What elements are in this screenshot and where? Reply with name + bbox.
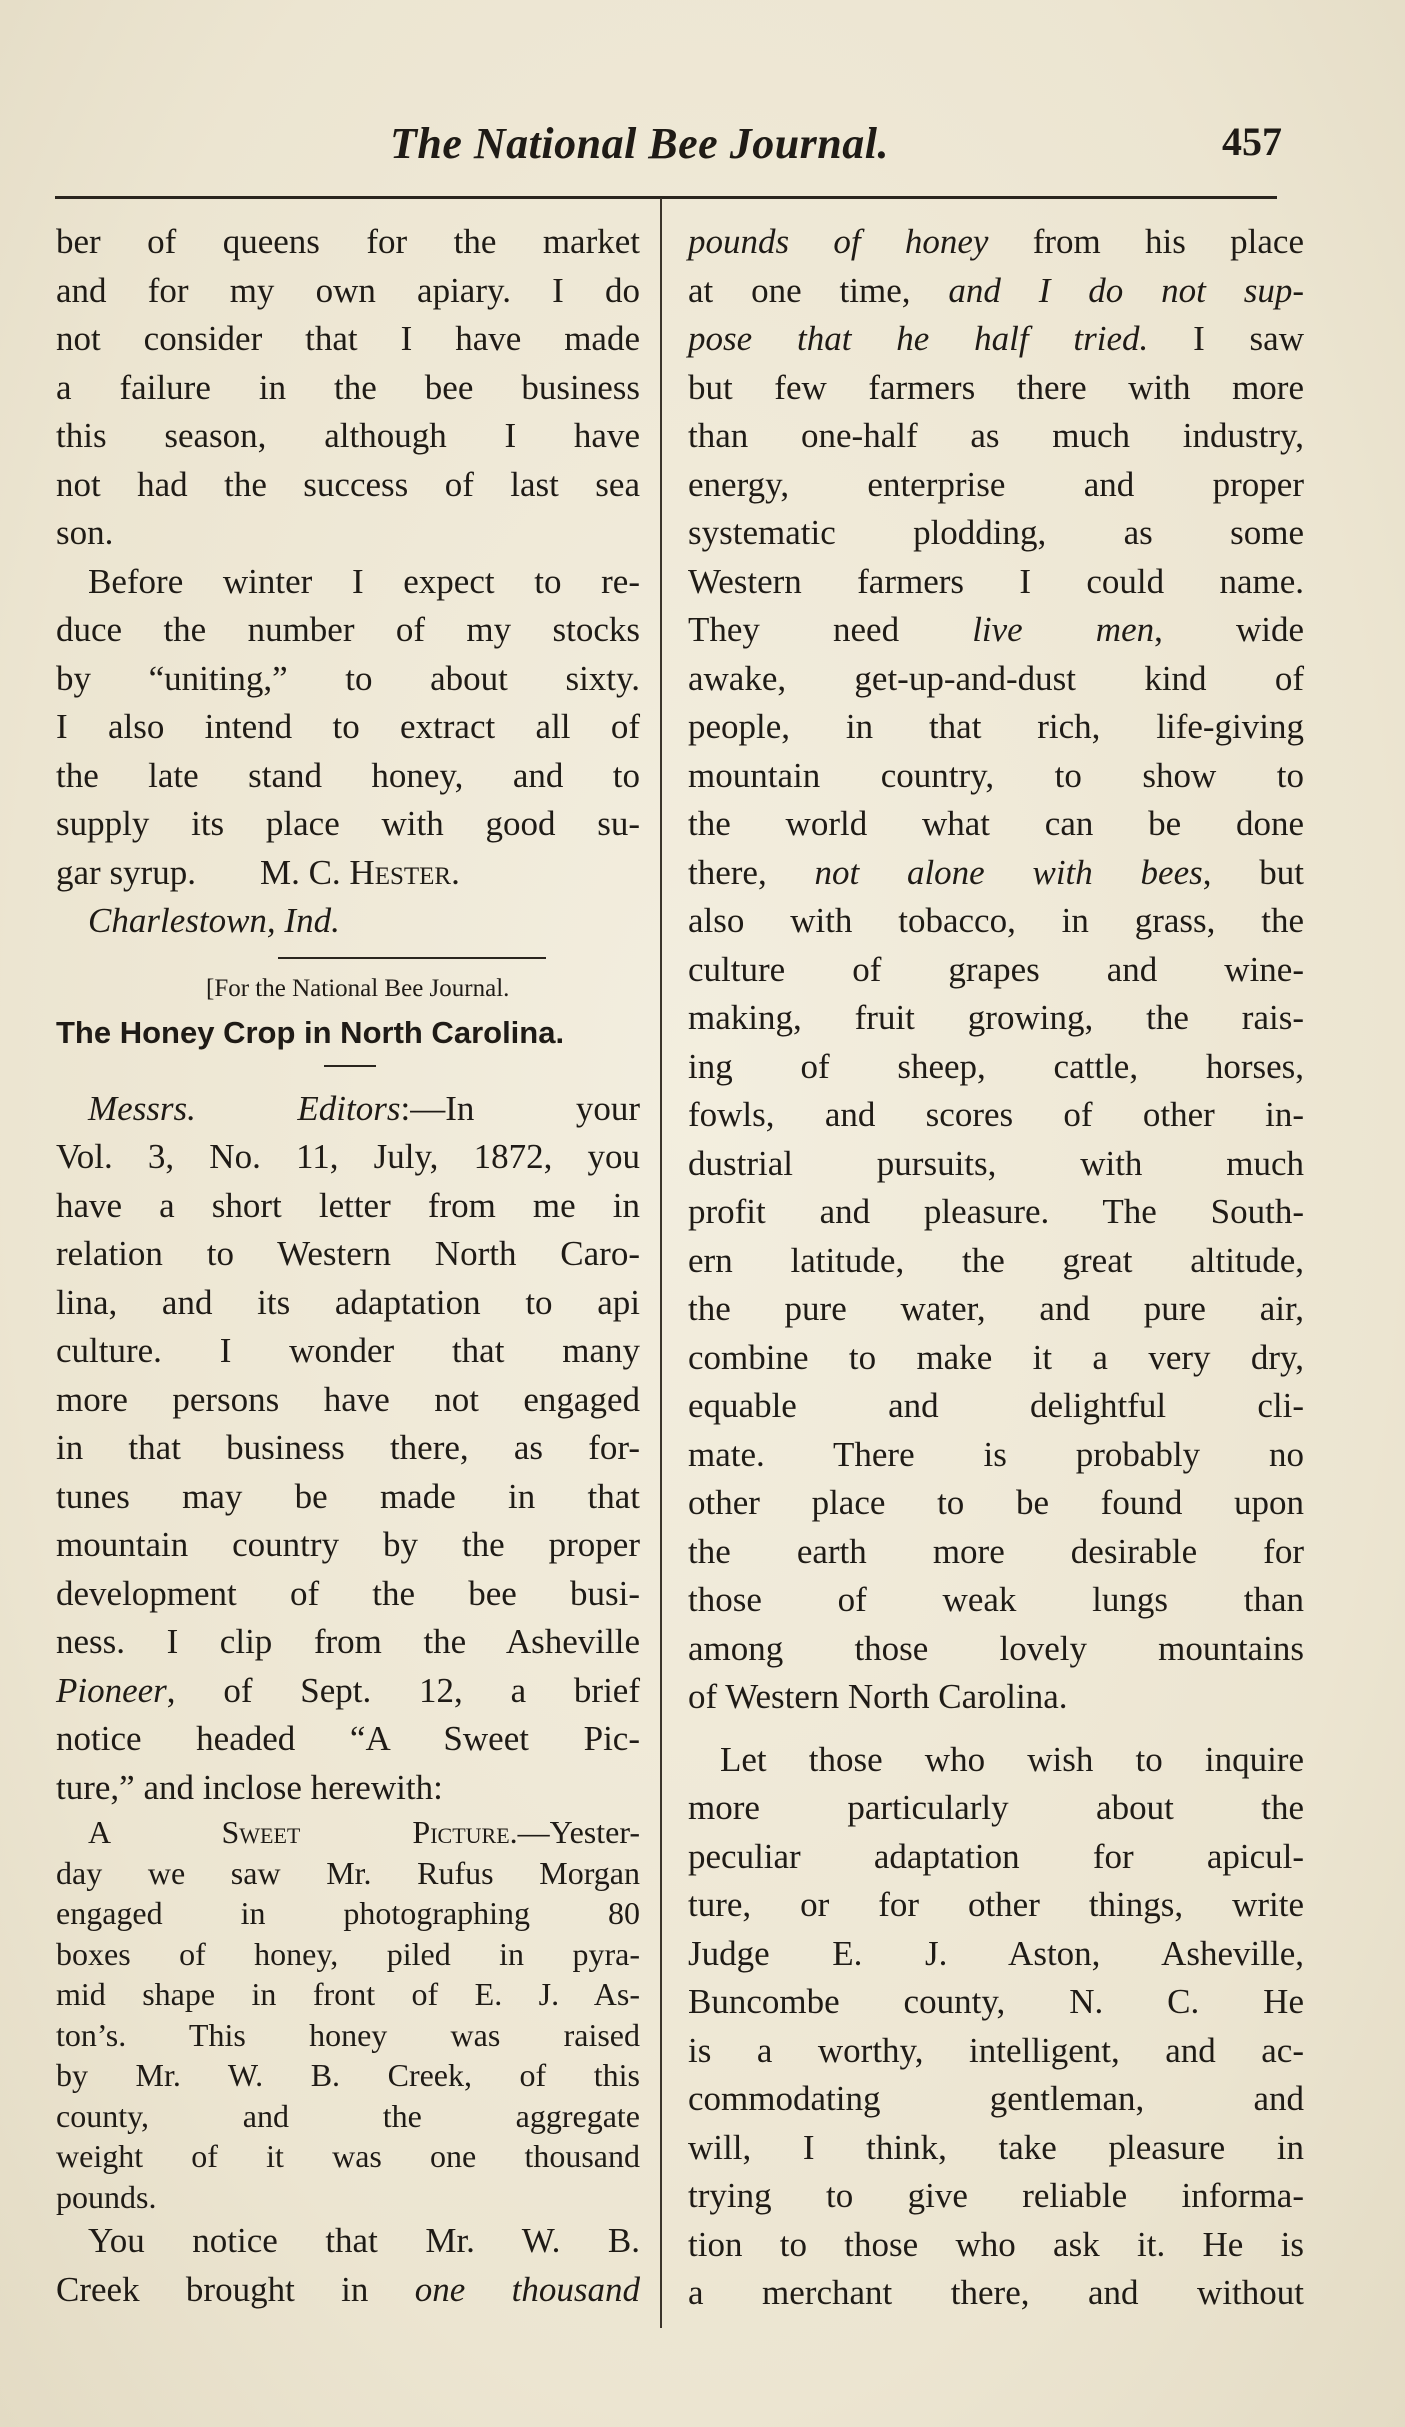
- text-line: ing of sheep, cattle, horses,: [688, 1046, 1304, 1086]
- text-line: mid shape in front of E. J. As-: [56, 1976, 640, 2012]
- text-line: relation to Western North Caro-: [56, 1234, 640, 1273]
- text-run: at one time,: [688, 270, 949, 310]
- article-title: The Honey Crop in North Carolina.: [56, 1014, 565, 1050]
- text-line: making, fruit growing, the rais-: [688, 998, 1304, 1037]
- text-line: is a worthy, intelligent, and ac-: [688, 2030, 1304, 2070]
- emphasis: pounds of honey: [688, 222, 989, 261]
- text-run: —Yester-: [517, 1814, 640, 1850]
- text-line: a failure in the bee business: [56, 367, 640, 407]
- text-line: those of weak lungs than: [688, 1580, 1304, 1619]
- text-run: from his place: [988, 222, 1304, 261]
- text-line: [56, 1667, 640, 1716]
- text-line: Before winter I expect to re-: [88, 561, 640, 601]
- text-line: more persons have not engaged: [56, 1379, 640, 1419]
- paragraph-winter: [56, 558, 640, 951]
- title-rule: [324, 1065, 376, 1067]
- paragraph-notice: [56, 2217, 640, 2314]
- text-line: the late stand honey, and to: [56, 755, 640, 795]
- text-line: commodating gentleman, and: [688, 2079, 1304, 2118]
- text-line: weight of it was one thousand: [56, 2138, 640, 2174]
- header-rule: [55, 196, 1277, 199]
- text-line: notice headed “A Sweet Pic-: [56, 1719, 640, 1758]
- section-rule: [278, 957, 546, 959]
- text-line: trying to give reliable informa-: [688, 2176, 1304, 2215]
- running-title: The National Bee Journal.: [390, 119, 889, 168]
- place-state: Ind.: [284, 900, 340, 940]
- column-divider: [660, 198, 662, 2328]
- text-line: the pure water, and pure air,: [688, 1289, 1304, 1328]
- text-line: [688, 606, 1304, 655]
- text-line: the world what can be done: [688, 804, 1304, 843]
- newspaper-name: Pioneer: [56, 1670, 167, 1710]
- text-line: mountain country, to show to: [688, 755, 1304, 795]
- emphasis: one thousand: [414, 2269, 640, 2309]
- text-line: Buncombe county, N. C. He: [688, 1982, 1304, 2021]
- text-line: peculiar adaptation for apicul-: [688, 1836, 1304, 1876]
- text-line: culture of grapes and wine-: [688, 949, 1304, 989]
- text-line: by Mr. W. B. Creek, of this: [56, 2057, 640, 2093]
- text-line: mate. There is probably no: [688, 1434, 1304, 1474]
- article-credit: [For the National Bee Journal.: [206, 974, 510, 1002]
- text-run: there,: [688, 852, 815, 892]
- text-line: son.: [56, 513, 114, 552]
- text-line: profit and pleasure. The South-: [688, 1192, 1304, 1231]
- place-city: Charlestown: [88, 900, 267, 940]
- text-line: engaged in photographing 80: [56, 1895, 640, 1931]
- text-line: have a short letter from me in: [56, 1185, 640, 1225]
- text-line: [688, 267, 1304, 316]
- page-number: 457: [1222, 119, 1282, 164]
- text-line: Judge E. J. Aston, Asheville,: [688, 1933, 1304, 1973]
- text-line: [56, 1812, 640, 1853]
- paragraph-gap: [688, 1722, 1304, 1736]
- author-signature: M. C. Hester.: [259, 852, 460, 892]
- quoted-clipping: [56, 1812, 640, 2217]
- text-line: equable and delightful cli-: [688, 1386, 1304, 1425]
- text-run: They need: [688, 610, 973, 649]
- text-line: energy, enterprise and proper: [688, 464, 1304, 504]
- text-line: people, in that rich, life-giving: [688, 707, 1304, 746]
- text-line: ber of queens for the market: [56, 222, 640, 261]
- text-line: not had the success of last sea: [56, 464, 640, 504]
- text-line: [688, 315, 1304, 364]
- text-line: ture,” and inclose herewith:: [56, 1767, 443, 1807]
- salutation: Messrs. Editors: [88, 1088, 401, 1128]
- right-column: [688, 218, 1304, 2318]
- text-line: gar syrup.: [56, 852, 196, 892]
- text-line: Vol. 3, No. 11, July, 1872, you: [56, 1137, 640, 1176]
- text-line: ton’s. This honey was raised: [56, 2016, 640, 2053]
- paragraph-inquire: [688, 1736, 1304, 2318]
- text-line: other place to be found upon: [688, 1483, 1304, 1522]
- text-line: You notice that Mr. W. B.: [88, 2221, 640, 2260]
- paragraph-queens: [56, 218, 640, 558]
- text-line: boxes of honey, piled in pyra-: [56, 1935, 640, 1972]
- paragraph-continued: [688, 218, 1304, 1722]
- page-header: [50, 118, 1282, 178]
- text-run: :—In your: [400, 1088, 640, 1128]
- text-line: development of the bee busi-: [56, 1573, 640, 1613]
- emphasis: pose that he half tried.: [688, 319, 1149, 358]
- text-line: culture. I wonder that many: [56, 1331, 640, 1370]
- text-line: in that business there, as for-: [56, 1428, 640, 1467]
- text-line: [688, 218, 1304, 267]
- text-line: and for my own apiary. I do: [56, 270, 640, 310]
- text-line: Western farmers I could name.: [688, 561, 1304, 601]
- paragraph-letter: [56, 1085, 640, 1813]
- text-line: tunes may be made in that: [56, 1476, 640, 1516]
- text-line: ness. I clip from the Asheville: [56, 1622, 640, 1661]
- emphasis: not alone with bees: [814, 852, 1203, 892]
- text-line: this season, although I have: [56, 416, 640, 455]
- text-line: lina, and its adaptation to api: [56, 1282, 640, 1322]
- emphasis: live men: [972, 610, 1155, 649]
- clipping-title: A Sweet Picture.: [88, 1814, 518, 1850]
- text-run: Creek brought in: [56, 2269, 415, 2309]
- text-line: [688, 849, 1304, 898]
- text-line: a merchant there, and without: [688, 2273, 1304, 2312]
- text-line: duce the number of my stocks: [56, 610, 640, 649]
- text-line: awake, get-up-and-dust kind of: [688, 658, 1304, 698]
- text-line: county, and the aggregate: [56, 2097, 640, 2134]
- text-line: mountain country by the proper: [56, 1525, 640, 1564]
- author-place: Charlestown, Ind.: [88, 900, 340, 940]
- text-line: pounds.: [56, 2178, 157, 2215]
- text-line: ern latitude, the great altitude,: [688, 1240, 1304, 1280]
- signature-line: [56, 849, 640, 897]
- text-line: [56, 2266, 640, 2315]
- text-line: I also intend to extract all of: [56, 707, 640, 746]
- text-line: will, I think, take pleasure in: [688, 2127, 1304, 2167]
- text-line: also with tobacco, in grass, the: [688, 901, 1304, 940]
- emphasis: and I do not sup-: [948, 270, 1304, 310]
- text-line: more particularly about the: [688, 1788, 1304, 1827]
- text-run: , wide: [1154, 610, 1305, 649]
- text-line: day we saw Mr. Rufus Morgan: [56, 1854, 640, 1891]
- text-line: by “uniting,” to about sixty.: [56, 658, 640, 698]
- text-line: fowls, and scores of other in-: [688, 1095, 1304, 1134]
- text-line: ture, or for other things, write: [688, 1885, 1304, 1924]
- text-line: supply its place with good su-: [56, 804, 640, 843]
- text-line: systematic plodding, as some: [688, 513, 1304, 552]
- text-line: than one-half as much industry,: [688, 416, 1304, 455]
- text-line: dustrial pursuits, with much: [688, 1143, 1304, 1183]
- text-run: , of Sept. 12, a brief: [166, 1670, 640, 1710]
- text-line: Let those who wish to inquire: [720, 1739, 1304, 1779]
- text-line: of Western North Carolina.: [688, 1677, 1068, 1716]
- text-run: I saw: [1148, 319, 1304, 358]
- text-line: the earth more desirable for: [688, 1531, 1304, 1571]
- text-line: but few farmers there with more: [688, 367, 1304, 407]
- text-line: not consider that I have made: [56, 319, 640, 358]
- text-line: combine to make it a very dry,: [688, 1337, 1304, 1377]
- left-column: [56, 218, 640, 2314]
- text-line: tion to those who ask it. He is: [688, 2224, 1304, 2264]
- text-run: , but: [1202, 852, 1304, 892]
- text-line: [56, 1085, 640, 1134]
- text-line: among those lovely mountains: [688, 1628, 1304, 1668]
